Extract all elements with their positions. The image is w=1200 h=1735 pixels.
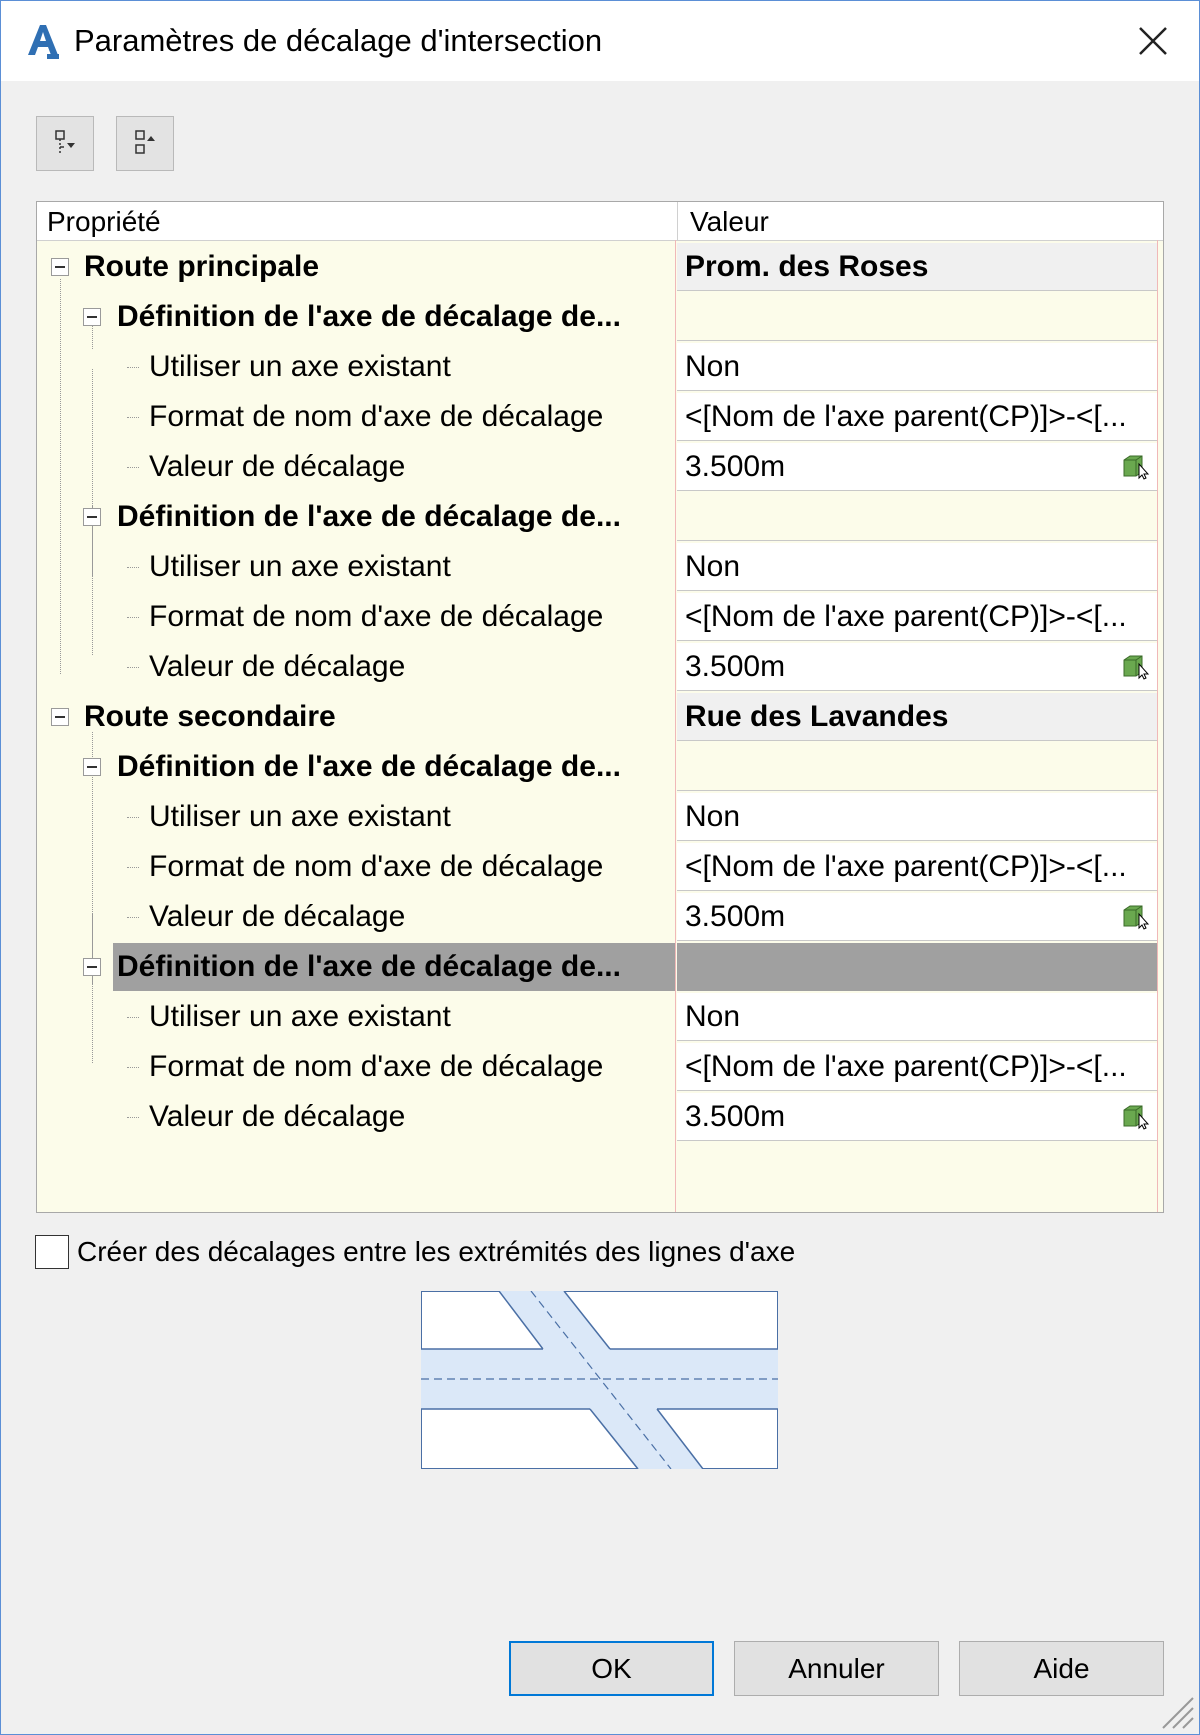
header-value: Valeur <box>690 206 769 237</box>
row-label: Format de nom d'axe de décalage <box>149 1050 604 1083</box>
grid-row-use-existing[interactable] <box>37 792 1163 842</box>
row-label: Valeur de décalage <box>149 650 406 683</box>
tree-branch <box>127 467 139 468</box>
row-value <box>677 943 1157 991</box>
grid-row-name-format[interactable] <box>37 592 1163 642</box>
grid-right-border <box>1157 240 1158 1213</box>
dialog-title: Paramètres de décalage d'intersection <box>74 23 603 58</box>
grid-row-offset-definition[interactable] <box>37 492 1163 542</box>
tree-branch <box>127 817 139 818</box>
collapse-icon[interactable] <box>83 508 101 526</box>
row-label: Définition de l'axe de décalage de... <box>117 500 621 533</box>
grid-row-offset-value[interactable] <box>37 442 1163 492</box>
row-value[interactable]: 3.500m <box>677 1093 1157 1141</box>
pick-in-drawing-icon[interactable] <box>1122 652 1150 680</box>
row-value[interactable]: 3.500m <box>677 893 1157 941</box>
collapse-icon[interactable] <box>83 958 101 976</box>
collapse-icon[interactable] <box>51 258 69 276</box>
row-value[interactable]: 3.500m <box>677 643 1157 691</box>
grid-row-name-format[interactable] <box>37 842 1163 892</box>
help-button[interactable]: Aide <box>959 1641 1164 1696</box>
row-value[interactable]: <[Nom de l'axe parent(CP)]>-<[... <box>677 1043 1157 1091</box>
row-value <box>677 293 1157 341</box>
row-label: Définition de l'axe de décalage de... <box>117 300 621 333</box>
row-value[interactable]: <[Nom de l'axe parent(CP)]>-<[... <box>677 393 1157 441</box>
cancel-button[interactable]: Annuler <box>734 1641 939 1696</box>
row-value[interactable]: 3.500m <box>677 443 1157 491</box>
tree-branch <box>127 1017 139 1018</box>
pick-in-drawing-icon[interactable] <box>1122 452 1150 480</box>
header-property: Propriété <box>47 206 161 237</box>
header-separator[interactable] <box>677 202 678 240</box>
grid-row-secondary-road[interactable] <box>37 692 1163 742</box>
row-label: Définition de l'axe de décalage de... <box>117 750 621 783</box>
grid-row-offset-definition[interactable] <box>37 292 1163 342</box>
collapse-icon[interactable] <box>51 708 69 726</box>
row-value[interactable]: Non <box>677 993 1157 1041</box>
tree-branch <box>127 617 139 618</box>
tree-branch <box>127 1117 139 1118</box>
row-label: Utiliser un axe existant <box>149 350 451 383</box>
row-label: Format de nom d'axe de décalage <box>149 400 604 433</box>
collapse-icon[interactable] <box>83 308 101 326</box>
tree-branch <box>127 667 139 668</box>
row-label: Format de nom d'axe de décalage <box>149 850 604 883</box>
ok-button[interactable]: OK <box>509 1641 714 1696</box>
row-value[interactable]: Non <box>677 793 1157 841</box>
pick-in-drawing-icon[interactable] <box>1122 1102 1150 1130</box>
collapse-all-button[interactable] <box>116 116 174 171</box>
tree-branch <box>127 917 139 918</box>
grid-row-use-existing[interactable] <box>37 342 1163 392</box>
row-label: Utiliser un axe existant <box>149 550 451 583</box>
row-value[interactable]: Prom. des Roses <box>677 243 1157 291</box>
row-label: Format de nom d'axe de décalage <box>149 600 604 633</box>
expand-all-icon <box>37 117 93 170</box>
row-value <box>677 493 1157 541</box>
tree-branch <box>127 367 139 368</box>
grid-row-offset-value[interactable] <box>37 642 1163 692</box>
grid-row-use-existing[interactable] <box>37 542 1163 592</box>
pick-in-drawing-icon[interactable] <box>1122 902 1150 930</box>
grid-row-main-road[interactable] <box>37 242 1163 292</box>
row-value[interactable]: Rue des Lavandes <box>677 693 1157 741</box>
row-label: Route principale <box>84 250 320 283</box>
row-label: Valeur de décalage <box>149 900 406 933</box>
tree-branch <box>127 567 139 568</box>
create-offsets-label: Créer des décalages entre les extrémités des lignes d'axe <box>77 1236 796 1267</box>
tree-branch <box>127 867 139 868</box>
column-divider[interactable] <box>675 240 676 1213</box>
row-value <box>677 743 1157 791</box>
grid-row-offset-definition-selected[interactable] <box>37 942 1163 992</box>
row-label: Valeur de décalage <box>149 450 406 483</box>
grid-row-offset-value[interactable] <box>37 1092 1163 1142</box>
property-grid <box>36 201 1164 1213</box>
civil3d-app-icon <box>23 21 63 61</box>
row-value[interactable]: Non <box>677 543 1157 591</box>
grid-row-use-existing[interactable] <box>37 992 1163 1042</box>
row-label: Utiliser un axe existant <box>149 800 451 833</box>
title-bar <box>1 1 1199 81</box>
grid-row-offset-value[interactable] <box>37 892 1163 942</box>
resize-grip-icon[interactable] <box>1153 1688 1197 1732</box>
tree-branch <box>127 1067 139 1068</box>
collapse-icon[interactable] <box>83 758 101 776</box>
tree-branch <box>127 417 139 418</box>
collapse-all-icon <box>117 117 173 170</box>
row-label: Utiliser un axe existant <box>149 1000 451 1033</box>
row-value[interactable]: <[Nom de l'axe parent(CP)]>-<[... <box>677 843 1157 891</box>
row-label: Route secondaire <box>84 700 336 733</box>
row-label: Valeur de décalage <box>149 1100 406 1133</box>
expand-all-button[interactable] <box>36 116 94 171</box>
grid-row-offset-definition[interactable] <box>37 742 1163 792</box>
row-value[interactable]: Non <box>677 343 1157 391</box>
grid-row-name-format[interactable] <box>37 1042 1163 1092</box>
close-icon[interactable] <box>1131 19 1175 63</box>
grid-row-name-format[interactable] <box>37 392 1163 442</box>
row-value[interactable]: <[Nom de l'axe parent(CP)]>-<[... <box>677 593 1157 641</box>
intersection-preview-image <box>421 1291 778 1469</box>
grid-header <box>37 202 1163 241</box>
create-offsets-checkbox[interactable] <box>35 1235 69 1269</box>
row-label: Définition de l'axe de décalage de... <box>117 950 621 983</box>
